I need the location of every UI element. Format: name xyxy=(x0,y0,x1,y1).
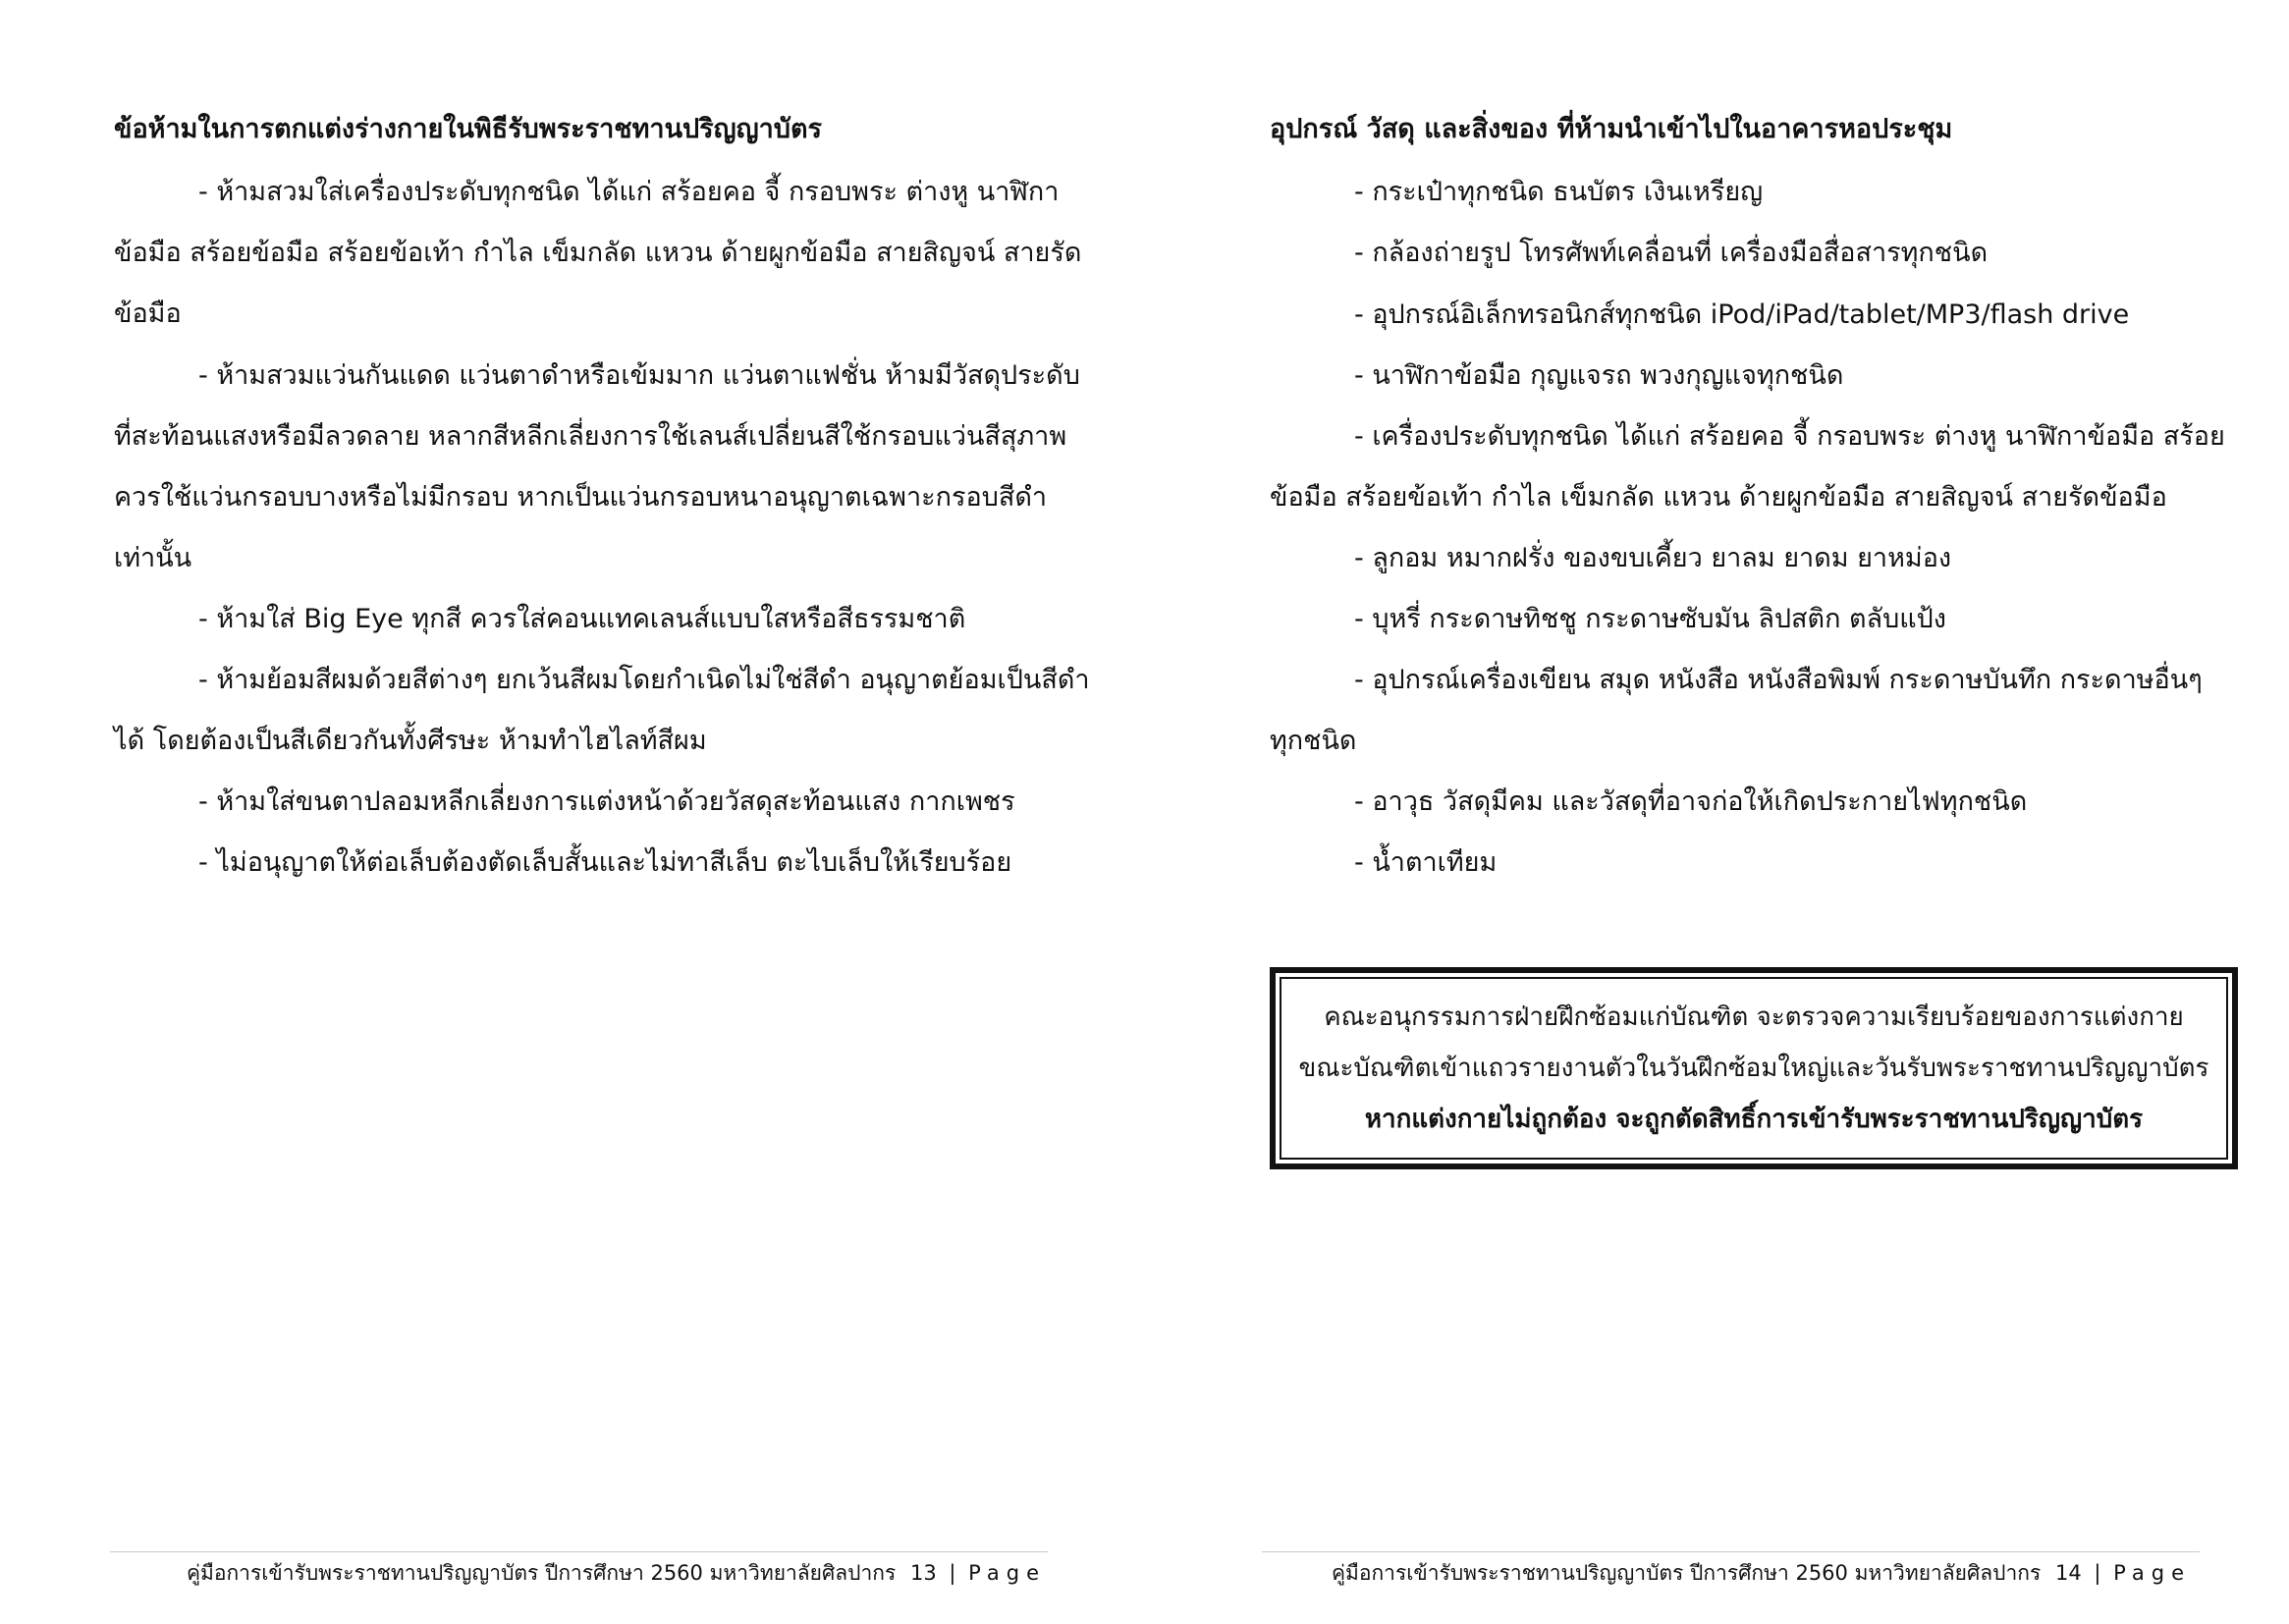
paragraph-line: ควรใช้แว่นกรอบบางหรือไม่มีกรอบ หากเป็นแว่นกรอบหนาอนุญาตเฉพาะกรอบสีดำ xyxy=(114,482,1048,513)
list-item: - อาวุธ วัสดุมีคม และวัสดุที่อาจก่อให้เกิดประกายไฟทุกชนิด xyxy=(1354,786,2028,817)
right-item-watch xyxy=(1270,346,1843,406)
right-item-weapons xyxy=(1270,772,2027,833)
list-item: - อุปกรณ์เครื่องเขียน สมุด หนังสือ หนังสือพิมพ์ กระดาษบันทึก กระดาษอื่นๆ xyxy=(1354,665,2203,695)
notice-line-1: คณะอนุกรรมการฝ่ายฝึกซ้อมแก่บัณฑิต จะตรวจความเรียบร้อยของการแต่งกาย xyxy=(1324,1002,2184,1032)
paragraph-line: ข้อมือ สร้อยข้อมือ สร้อยข้อเท้า กำไล เข็มกลัด แหวน ด้ายผูกข้อมือ สายสิญจน์ สายรัด xyxy=(114,238,1082,268)
list-item-continuation: ทุกชนิด xyxy=(1270,726,1357,756)
footer-page-word: Page xyxy=(968,1561,1046,1585)
list-item: - บุหรี่ กระดาษทิชชู กระดาษซับมัน ลิปสติก ตลับแป้ง xyxy=(1354,604,1946,634)
list-item: - นาฬิกาข้อมือ กุญแจรถ พวงกุญแจทุกชนิด xyxy=(1354,360,1844,391)
left-footer xyxy=(187,1559,1046,1587)
list-item-continuation: ข้อมือ สร้อยข้อเท้า กำไล เข็มกลัด แหวน ด้ายผูกข้อมือ สายสิญจน์ สายรัดข้อมือ xyxy=(1270,482,2167,513)
right-item-bags xyxy=(1270,162,1763,223)
list-item: - น้ำตาเทียม xyxy=(1354,847,1498,878)
list-item: - เครื่องประดับทุกชนิด ได้แก่ สร้อยคอ จี้ กรอบพระ ต่างหู นาฬิกาข้อมือ สร้อย xyxy=(1354,421,2225,452)
paragraph-line: - ไม่อนุญาตให้ต่อเล็บต้องตัดเล็บสั้นและไม่ทาสีเล็บ ตะไบเล็บให้เรียบร้อย xyxy=(198,847,1012,878)
left-paragraph-glasses xyxy=(114,346,1080,589)
footer-page-word: Page xyxy=(2113,1561,2191,1585)
notice-box xyxy=(1270,967,2238,1169)
right-item-cigarettes xyxy=(1270,589,1946,650)
right-page xyxy=(1144,0,2289,1624)
left-paragraph-jewelry xyxy=(114,162,1081,345)
notice-warning: หากแต่งกายไม่ถูกต้อง จะถูกตัดสิทธิ์การเข้ารับพระราชทานปริญญาบัตร xyxy=(1364,1105,2144,1134)
paragraph-line: ได้ โดยต้องเป็นสีเดียวกันทั้งศีรษะ ห้ามทำไฮไลท์สีผม xyxy=(114,726,707,756)
left-paragraph-eyelash xyxy=(114,772,1015,833)
right-footer xyxy=(1332,1559,2191,1587)
paragraph-line: - ห้ามย้อมสีผมด้วยสีต่างๆ ยกเว้นสีผมโดยกำเนิดไม่ใช่สีดำ อนุญาตย้อมเป็นสีดำ xyxy=(198,665,1090,695)
right-section-title: อุปกรณ์ วัสดุ และสิ่งของ ที่ห้ามนำเข้าไปในอาคารหอประชุม xyxy=(1270,114,1953,144)
left-paragraph-lens xyxy=(114,589,965,650)
notice-line-2: ขณะบัณฑิตเข้าแถวรายงานตัวในวันฝึกซ้อมใหญ่และวันรับพระราชทานปริญญาบัตร xyxy=(1298,1054,2209,1083)
paragraph-line: ที่สะท้อนแสงหรือมีลวดลาย หลากสีหลีกเลี่ยงการใช้เลนส์เปลี่ยนสีใช้กรอบแว่นสีสุภาพ xyxy=(114,421,1067,452)
paragraph-line: ข้อมือ xyxy=(114,298,182,329)
list-item: - ลูกอม หมากฝรั่ง ของขบเคี้ยว ยาลม ยาดม ยาหม่อง xyxy=(1354,543,1952,573)
footer-separator: | xyxy=(2094,1561,2101,1585)
list-item: - อุปกรณ์อิเล็กทรอนิกส์ทุกชนิด iPod/iPad/tablet/MP3/flash drive xyxy=(1354,299,2130,330)
paragraph-line: - ห้ามใส่ Big Eye ทุกสี ควรใส่คอนแทคเลนส์แบบใสหรือสีธรรมชาติ xyxy=(198,604,966,634)
left-page xyxy=(0,0,1144,1624)
right-item-electronics xyxy=(1270,285,2129,346)
list-item: - กระเป๋าทุกชนิด ธนบัตร เงินเหรียญ xyxy=(1354,177,1764,207)
footer-page-number: 13 xyxy=(909,1561,937,1585)
right-footer-rule xyxy=(1262,1551,2200,1552)
right-item-camera xyxy=(1270,223,1988,284)
left-paragraph-nails xyxy=(114,833,1011,893)
paragraph-line: - ห้ามสวมใส่เครื่องประดับทุกชนิด ได้แก่ สร้อยคอ จี้ กรอบพระ ต่างหู นาฬิกา xyxy=(198,177,1060,207)
right-item-snacks xyxy=(1270,528,1951,589)
footer-page-number: 14 xyxy=(2054,1561,2082,1585)
left-footer-rule xyxy=(110,1551,1048,1552)
list-item: - กล้องถ่ายรูป โทรศัพท์เคลื่อนที่ เครื่องมือสื่อสารทุกชนิด xyxy=(1354,238,1989,268)
right-item-eyedrops xyxy=(1270,833,1497,893)
right-item-stationery xyxy=(1270,650,2203,772)
left-section-title: ข้อห้ามในการตกแต่งร่างกายในพิธีรับพระราชทานปริญญาบัตร xyxy=(114,114,823,144)
paragraph-line: - ห้ามสวมแว่นกันแดด แว่นตาดำหรือเข้มมาก แว่นตาแฟชั่น ห้ามมีวัสดุประดับ xyxy=(198,360,1080,391)
paragraph-line: เท่านั้น xyxy=(114,543,192,573)
footer-separator: | xyxy=(949,1561,956,1585)
notice-inner-frame xyxy=(1280,977,2228,1160)
left-paragraph-hair xyxy=(114,650,1090,772)
footer-title: คู่มือการเข้ารับพระราชทานปริญญาบัตร ปีการศึกษา 2560 มหาวิทยาลัยศิลปากร xyxy=(186,1561,897,1585)
right-item-jewelry xyxy=(1270,406,2225,528)
paragraph-line: - ห้ามใส่ขนตาปลอมหลีกเลี่ยงการแต่งหน้าด้วยวัสดุสะท้อนแสง กากเพชร xyxy=(198,786,1015,817)
footer-title: คู่มือการเข้ารับพระราชทานปริญญาบัตร ปีการศึกษา 2560 มหาวิทยาลัยศิลปากร xyxy=(1331,1561,2042,1585)
